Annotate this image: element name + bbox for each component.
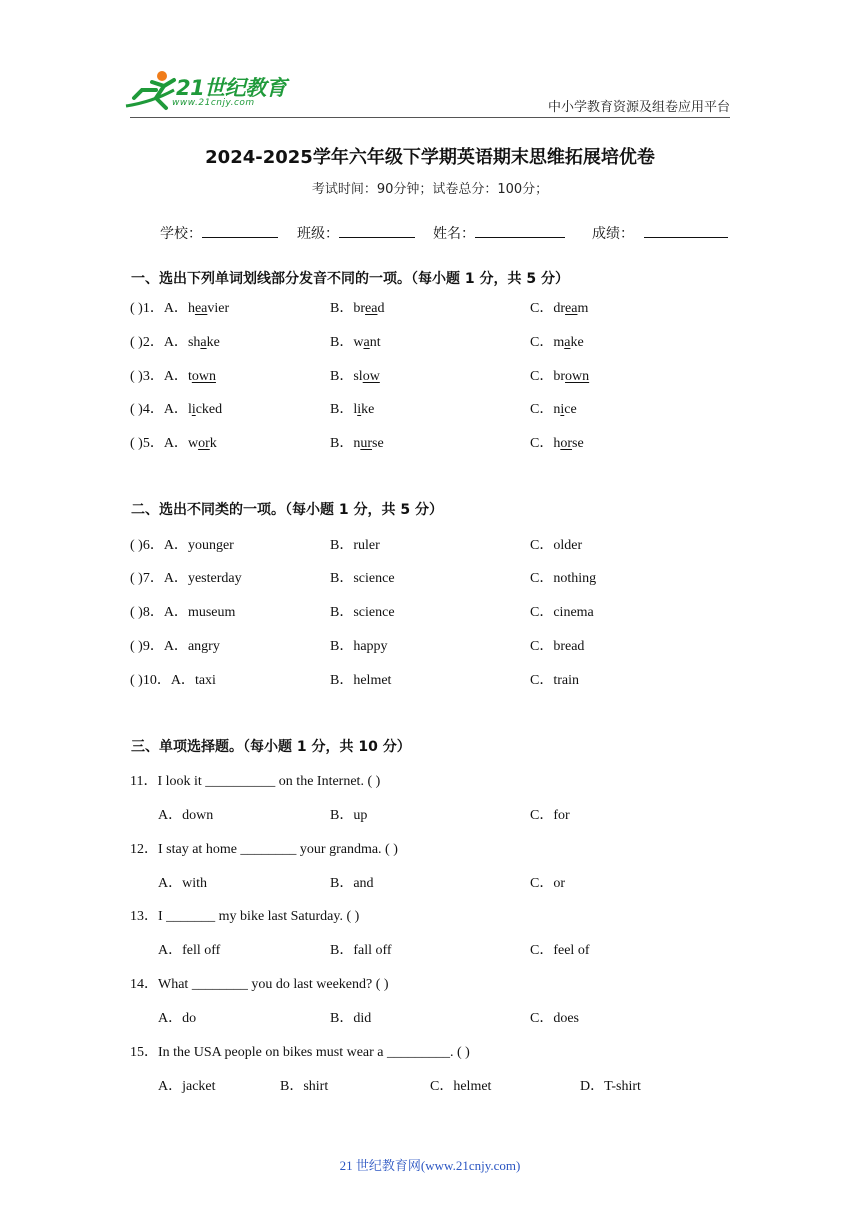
option-b[interactable]: B．and [330,876,374,891]
option-a[interactable]: A．jacket [158,1079,216,1094]
option-a-word: yesterday [187,571,242,586]
option-b[interactable]: B．shirt [280,1079,329,1094]
option-b[interactable]: B．did [330,1011,372,1026]
option-label: B． [330,369,354,384]
platform-name: 中小学教育资源及组卷应用平台 [548,100,731,115]
option-c[interactable] [530,331,584,351]
option-c[interactable] [530,432,584,452]
options-row [130,804,730,822]
question-stem: 14．What ________ you do last weekend? ( ) [130,977,389,992]
underlined-letters: ea [565,301,578,316]
option-a[interactable]: A．down [158,808,214,823]
option-b[interactable]: B．science [330,605,395,620]
option-a[interactable] [130,365,216,385]
option-label: B． [330,335,354,350]
option-c-word: dream [553,301,589,316]
question-stem: 12．I stay at home ________ your grandma. ( ) [130,842,398,857]
option-b[interactable] [330,297,384,317]
options-row [130,872,730,890]
underlined-letters: i [560,402,565,417]
option-b-word: slow [353,369,380,384]
question-row [130,331,730,349]
options-row [130,939,730,957]
exam-subtitle: 考试时间：90分钟；试卷总分：100分； [311,182,549,197]
option-b[interactable] [330,432,384,452]
option-c[interactable]: C．cinema [530,605,594,620]
name-label: 姓名： [433,226,475,242]
option-a[interactable] [130,331,220,351]
underlined-letters: a [564,335,571,350]
option-label: C． [530,369,554,384]
option-label: C． [530,402,554,417]
school-label: 学校： [160,226,202,242]
question-row [130,398,730,416]
option-label: C． [530,301,554,316]
option-a-word: town [187,369,216,384]
option-c-word: horse [553,436,584,451]
option-b-word: want [353,335,381,350]
option-d[interactable]: D．T-shirt [580,1079,641,1094]
question-row [130,567,730,585]
option-a[interactable]: A．fell off [158,943,221,958]
option-a[interactable] [130,534,234,554]
underlined-letters: ea [194,301,208,316]
question-number: ( )3．A． [130,369,188,384]
underlined-letters: ea [365,301,378,316]
question-row [130,534,730,552]
option-a[interactable] [130,635,220,655]
question-number: ( )10．A． [130,673,195,688]
option-label: C． [530,436,554,451]
score-field[interactable] [592,223,728,243]
option-a-word: licked [187,402,223,417]
question-stem: 13．I _______ my bike last Saturday. ( ) [130,909,360,924]
option-a-word: museum [187,605,236,620]
logo-text: 21世纪教育 [176,76,287,100]
question-number: ( )9．A． [130,639,188,654]
option-a-word: work [187,436,217,451]
option-b[interactable] [330,365,380,385]
option-a[interactable] [130,669,216,689]
option-b-word: nurse [353,436,384,451]
section-2-heading: 二、选出不同类的一项。（每小题 1 分，共 5 分） [131,502,443,518]
underlined-letters: ur [360,436,373,451]
underlined-letters: i [357,402,362,417]
option-b[interactable] [330,398,374,418]
option-label: B． [330,436,354,451]
option-a[interactable] [130,398,222,418]
option-c[interactable]: C．bread [530,639,585,654]
option-b[interactable] [330,331,381,351]
score-label: 成绩： [592,226,634,242]
question-row [130,365,730,383]
options-row [130,1007,730,1025]
question-row [130,432,730,450]
option-c[interactable]: C．train [530,673,579,688]
option-c[interactable] [530,365,589,385]
option-c[interactable] [530,297,588,317]
option-a-word: taxi [194,673,216,688]
option-a[interactable] [130,297,229,317]
underlined-letters: ow [362,369,380,384]
underlined-letters: own [191,369,216,384]
option-c[interactable]: C．helmet [430,1079,492,1094]
question-row [130,601,730,619]
option-label: B． [330,301,354,316]
option-a[interactable] [130,432,217,452]
underlined-letters: or [198,436,210,451]
logo-url: www.21cnjy.com [172,98,255,108]
class-blank[interactable] [339,223,415,238]
option-b[interactable]: B．up [330,808,368,823]
option-c-word: make [553,335,584,350]
name-blank[interactable] [475,223,565,238]
options-row [130,1075,730,1093]
option-b[interactable]: B．helmet [330,673,392,688]
option-a[interactable]: A．with [158,876,207,891]
option-c-word: brown [553,369,590,384]
option-a[interactable]: A．do [158,1011,197,1026]
option-c[interactable]: C．feel of [530,943,590,958]
option-a-word: shake [187,335,220,350]
question-number: ( )5．A． [130,436,188,451]
option-a[interactable] [130,601,235,621]
section-3-heading: 三、单项选择题。（每小题 1 分，共 10 分） [131,739,411,755]
question-number: ( )4．A． [130,402,188,417]
class-field[interactable] [297,223,415,243]
exam-title: 2024-2025学年六年级下学期英语期末思维拓展培优卷 [205,147,655,168]
question-stem: 15．In the USA people on bikes must wear a _________. ( ) [130,1045,470,1060]
underlined-letters: a [363,335,370,350]
class-label: 班级： [297,226,339,242]
question-row [130,635,730,653]
option-b[interactable]: B．science [330,571,395,586]
section-1-heading: 一、选出下列单词划线部分发音不同的一项。（每小题 1 分，共 5 分） [131,271,569,287]
option-c[interactable] [530,398,577,418]
question-number: ( )6．A． [130,538,188,553]
question-stem: 11．I look it __________ on the Internet. ( ) [130,774,381,789]
option-c[interactable]: C．or [530,876,565,891]
option-b[interactable]: B．fall off [330,943,392,958]
option-a-word: angry [187,639,220,654]
underlined-letters: or [560,436,573,451]
underlined-letters: a [200,335,207,350]
option-a-word: heavier [187,301,230,316]
school-blank[interactable] [202,223,278,238]
option-label: C． [530,335,554,350]
school-field[interactable] [160,223,278,243]
option-b[interactable]: B．ruler [330,538,380,553]
question-row [130,669,730,687]
option-c-word: nice [553,402,577,417]
question-row [130,297,730,315]
score-blank[interactable] [644,223,728,238]
question-number: ( )7．A． [130,571,188,586]
question-number: ( )8．A． [130,605,188,620]
option-b[interactable]: B．happy [330,639,388,654]
name-field[interactable] [433,223,565,243]
option-label: B． [330,402,354,417]
header-divider [130,117,730,118]
option-a[interactable] [130,567,242,587]
option-b-word: bread [353,301,385,316]
question-number: ( )1．A． [130,301,188,316]
underlined-letters: i [191,402,196,417]
option-c[interactable]: C．for [530,808,570,823]
option-c[interactable]: C．nothing [530,571,597,586]
footer-source: 21 世纪教育网(www.21cnjy.com) [339,1158,521,1173]
question-number: ( )2．A． [130,335,188,350]
underlined-letters: own [565,369,590,384]
option-a-word: younger [187,538,234,553]
option-c[interactable]: C．does [530,1011,579,1026]
option-c[interactable]: C．older [530,538,583,553]
option-b-word: like [353,402,375,417]
